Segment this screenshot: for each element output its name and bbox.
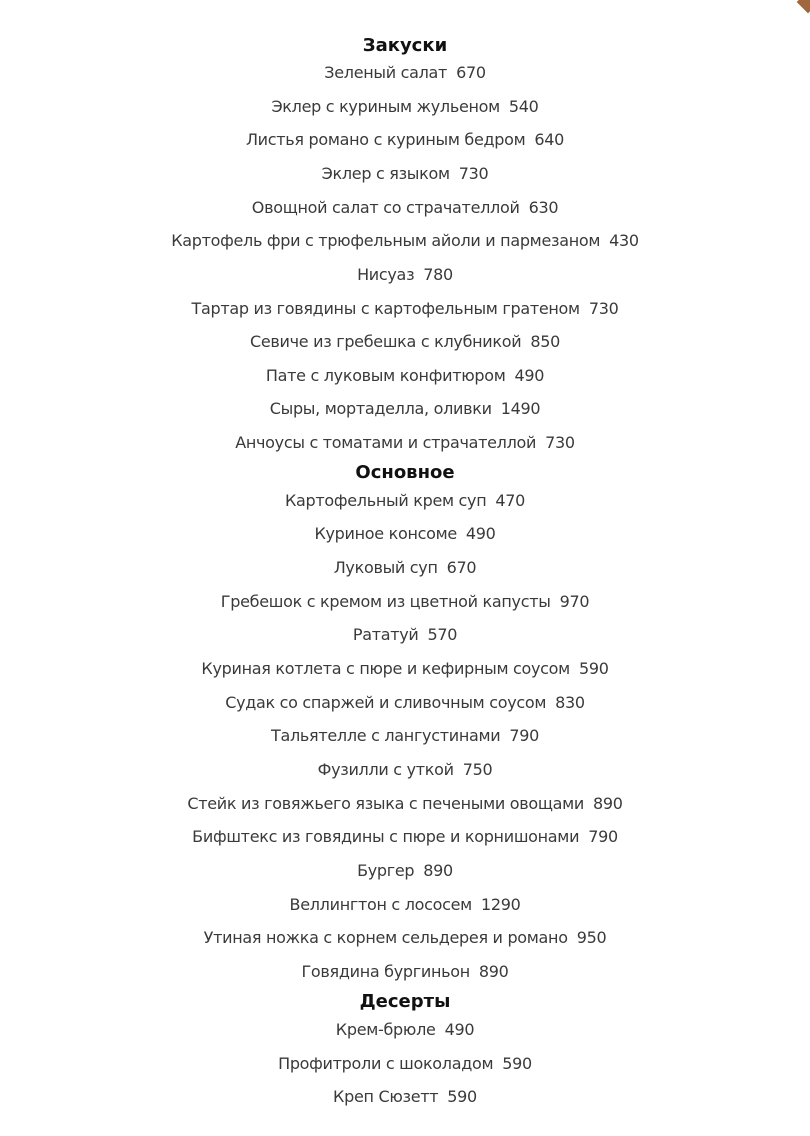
item-price: 730 bbox=[588, 299, 619, 318]
item-price: 890 bbox=[478, 962, 509, 981]
item-price: 1290 bbox=[480, 895, 521, 914]
item-price: 890 bbox=[423, 861, 453, 880]
menu-item bbox=[0, 490, 810, 512]
item-name: Стейк из говяжьего языка с печеными овощами bbox=[187, 794, 584, 813]
item-price: 590 bbox=[447, 1087, 477, 1106]
item-price: 430 bbox=[609, 231, 639, 250]
item-name: Веллингтон с лососем bbox=[289, 895, 472, 914]
menu-item bbox=[0, 624, 810, 646]
section-title-desserts: Десерты bbox=[359, 991, 451, 1012]
item-name: Гребешок с кремом из цветной капусты bbox=[220, 592, 551, 611]
menu-item bbox=[0, 759, 810, 781]
item-name: Утиная ножка с корнем сельдерея и романо bbox=[203, 928, 568, 947]
item-name: Сыры, мортаделла, оливки bbox=[269, 399, 492, 418]
menu-item bbox=[0, 96, 810, 118]
menu-item bbox=[0, 658, 810, 680]
item-name: Картофель фри с трюфельным айоли и пармезаном bbox=[171, 231, 601, 250]
item-price: 780 bbox=[423, 265, 453, 284]
menu-item bbox=[0, 1019, 810, 1041]
item-name: Овощной салат со страчателлой bbox=[251, 198, 520, 217]
item-price: 470 bbox=[495, 491, 526, 510]
menu-item bbox=[0, 826, 810, 848]
menu-item bbox=[0, 398, 810, 420]
item-price: 1490 bbox=[500, 399, 541, 418]
item-price: 830 bbox=[555, 693, 585, 712]
item-name: Пате с луковым конфитюром bbox=[265, 366, 506, 385]
item-price: 540 bbox=[508, 97, 539, 116]
menu-item bbox=[0, 62, 810, 84]
item-name: Профитроли с шоколадом bbox=[278, 1054, 494, 1073]
item-price: 640 bbox=[534, 130, 565, 149]
item-name: Куриная котлета с пюре и кефирным соусом bbox=[201, 659, 570, 678]
menu-item bbox=[0, 129, 810, 151]
item-name: Креп Сюзетт bbox=[333, 1087, 439, 1106]
menu-item bbox=[0, 523, 810, 545]
item-name: Севиче из гребешка с клубникой bbox=[250, 332, 522, 351]
item-name: Анчоусы с томатами и страчателлой bbox=[235, 433, 537, 452]
item-name: Нисуаз bbox=[357, 265, 415, 284]
menu-item bbox=[0, 264, 810, 286]
item-price: 490 bbox=[444, 1020, 475, 1039]
menu-item bbox=[0, 230, 810, 252]
item-name: Тальятелле с лангустинами bbox=[270, 726, 501, 745]
item-price: 670 bbox=[446, 558, 477, 577]
item-name: Судак со спаржей и сливочным соусом bbox=[225, 693, 547, 712]
menu-item bbox=[0, 557, 810, 579]
item-name: Бифштекс из говядины с пюре и корнишонами bbox=[192, 827, 580, 846]
item-price: 630 bbox=[528, 198, 559, 217]
menu-item bbox=[0, 793, 810, 815]
item-price: 730 bbox=[545, 433, 575, 452]
menu-item bbox=[0, 1053, 810, 1075]
corner-decoration bbox=[797, 0, 810, 13]
menu-item bbox=[0, 591, 810, 613]
menu-item bbox=[0, 432, 810, 454]
item-name: Говядина бургиньон bbox=[301, 962, 470, 981]
menu-item bbox=[0, 961, 810, 983]
item-price: 790 bbox=[509, 726, 540, 745]
item-price: 970 bbox=[559, 592, 590, 611]
item-price: 730 bbox=[458, 164, 489, 183]
section-title-appetizers: Закуски bbox=[362, 35, 448, 56]
item-price: 490 bbox=[514, 366, 545, 385]
item-price: 750 bbox=[462, 760, 493, 779]
item-name: Листья романо с куриным бедром bbox=[245, 130, 526, 149]
item-price: 590 bbox=[502, 1054, 532, 1073]
item-price: 890 bbox=[592, 794, 623, 813]
item-name: Рататуй bbox=[352, 625, 419, 644]
item-price: 490 bbox=[465, 524, 496, 543]
item-name: Бургер bbox=[357, 861, 415, 880]
menu-item bbox=[0, 927, 810, 949]
item-price: 790 bbox=[588, 827, 618, 846]
menu-item bbox=[0, 894, 810, 916]
item-price: 570 bbox=[427, 625, 458, 644]
menu-item bbox=[0, 1086, 810, 1108]
menu-item bbox=[0, 298, 810, 320]
item-name: Зеленый салат bbox=[324, 63, 448, 82]
item-price: 670 bbox=[456, 63, 486, 82]
menu-item bbox=[0, 331, 810, 353]
menu-item bbox=[0, 725, 810, 747]
section-title-main: Основное bbox=[355, 462, 455, 483]
item-name: Картофельный крем суп bbox=[284, 491, 487, 510]
item-price: 950 bbox=[576, 928, 607, 947]
item-price: 850 bbox=[530, 332, 560, 351]
item-name: Тартар из говядины с картофельным гратеном bbox=[191, 299, 580, 318]
menu-item bbox=[0, 692, 810, 714]
menu-item bbox=[0, 365, 810, 387]
item-name: Крем-брюле bbox=[335, 1020, 436, 1039]
menu-item bbox=[0, 197, 810, 219]
menu-item bbox=[0, 860, 810, 882]
item-price: 590 bbox=[578, 659, 609, 678]
item-name: Фузилли с уткой bbox=[317, 760, 454, 779]
item-name: Луковый суп bbox=[333, 558, 438, 577]
menu-item bbox=[0, 163, 810, 185]
item-name: Эклер с языком bbox=[321, 164, 450, 183]
item-name: Эклер с куриным жульеном bbox=[271, 97, 500, 116]
item-name: Куриное консоме bbox=[314, 524, 457, 543]
